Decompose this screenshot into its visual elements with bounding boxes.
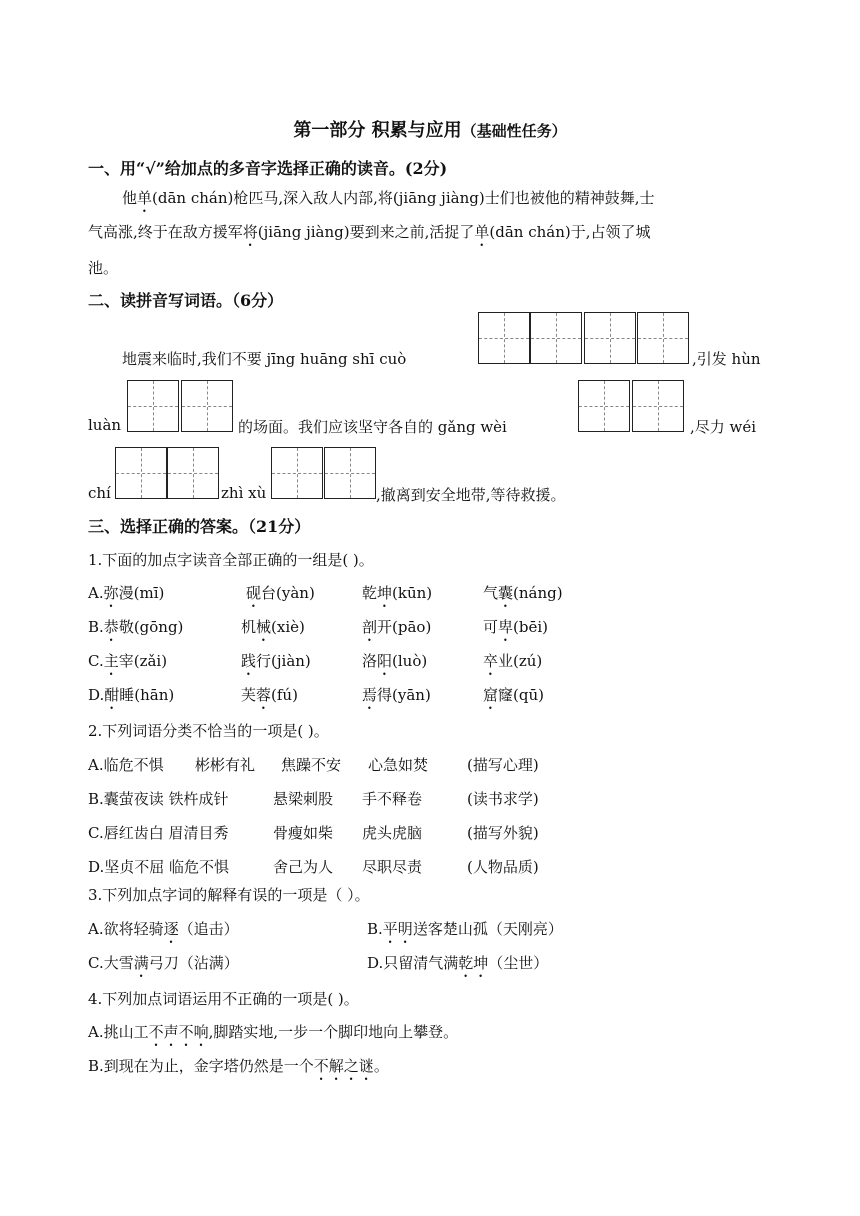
question-4: 4.下列加点词语运用不正确的一项是( )。 [88, 990, 359, 1008]
q1-option-c-3: 洛阳(luò) [362, 652, 428, 670]
q2-option-a-1: A.临危不惧 [88, 756, 164, 774]
question-3: 3.下列加点字词的解释有误的一项是（ ）。 [88, 886, 370, 904]
writing-grid-cell[interactable] [637, 312, 689, 364]
pinyin-text-6: chí [88, 484, 111, 502]
q1-option-d-4: 窟窿(qū) [483, 686, 544, 704]
q1-option-d-3: 焉得(yān) [362, 686, 431, 704]
q3-option-c: C.大雪满弓刀（沾满） [88, 954, 239, 972]
q3-option-b: B.平明送客楚山孤（天刚亮） [367, 920, 563, 938]
section-1-line-2: 气高涨,终于在敌方援军将(jiāng jiàng)要到来之前,活捉了单(dān chán)于,占领了城 [88, 223, 651, 241]
q1-option-c-4: 卒业(zú) [483, 652, 543, 670]
q1-option-a-3: 乾坤(kūn) [362, 584, 433, 602]
q1-option-b-2: 机械(xiè) [241, 618, 305, 636]
writing-grid-cell[interactable] [632, 380, 684, 432]
writing-grid-cell[interactable] [115, 447, 167, 499]
q2-option-c-4: 虎头虎脑 [362, 824, 423, 842]
question-1: 1.下面的加点字读音全部正确的一组是( )。 [88, 551, 374, 569]
dotted-char: 将 [242, 223, 258, 241]
q2-option-b-1: B.囊萤夜读 铁杵成针 [88, 790, 229, 808]
q2-option-d-3: 舍己为人 [273, 858, 334, 876]
q3-option-a: A.欲将轻骑逐（追击） [88, 920, 239, 938]
q3-option-d: D.只留清气满乾坤（尘世） [367, 954, 549, 972]
part-title-main: 第一部分 积累与应用 [293, 120, 462, 141]
q1-option-c-1: C.主宰(zǎi) [88, 652, 168, 670]
q1-option-b-3: 剖开(pāo) [362, 618, 432, 636]
section-1-line-1: 他单(dān chán)枪匹马,深入敌人内部,将(jiāng jiàng)士们也被他的精神鼓舞,士 [122, 189, 655, 207]
q2-option-c-1: C.唇红齿白 眉清目秀 [88, 824, 229, 842]
q1-option-a-2: 砚台(yàn) [246, 584, 315, 602]
q4-option-b: B.到现在为止，金字塔仍然是一个不解之谜。 [88, 1057, 389, 1075]
q2-option-c-3: 骨瘦如柴 [273, 824, 334, 842]
part-title-sub: （基础性任务） [461, 122, 567, 140]
q1-option-c-2: 践行(jiàn) [241, 652, 311, 670]
q4-option-a: A.挑山工不声不响,脚踏实地,一步一个脚印地向上攀登。 [88, 1023, 459, 1041]
writing-grid-cell[interactable] [478, 312, 530, 364]
dotted-char: 单 [474, 223, 490, 241]
pinyin-text-5: ,尽力 wéi [690, 418, 757, 436]
q1-option-b-4: 可卑(bēi) [483, 618, 549, 636]
writing-grid-cell[interactable] [271, 447, 323, 499]
writing-grid-cell[interactable] [324, 447, 376, 499]
q2-option-b-3: 悬梁刺股 [273, 790, 334, 808]
q2-option-d-1: D.坚贞不屈 临危不惧 [88, 858, 230, 876]
q2-option-d-5: (人物品质) [467, 858, 539, 876]
dotted-char: 单 [137, 189, 153, 207]
q1-option-a-1: A.弥漫(mī) [88, 584, 165, 602]
q1-option-b-1: B.恭敬(gōng) [88, 618, 184, 636]
pinyin-text-8: ,撤离到安全地带,等待救援。 [376, 486, 566, 504]
writing-grid-cell[interactable] [167, 447, 219, 499]
q1-option-a-4: 气囊(náng) [483, 584, 563, 602]
writing-grid-cell[interactable] [578, 380, 630, 432]
q2-option-a-3: 焦躁不安 [281, 756, 342, 774]
pinyin-text-1: 地震来临时,我们不要 jīng huāng shī cuò [122, 350, 407, 368]
pinyin-text-4: 的场面。我们应该坚守各自的 gǎng wèi [238, 418, 507, 436]
writing-grid-cell[interactable] [584, 312, 636, 364]
q1-option-d-2: 芙蓉(fú) [241, 686, 298, 704]
part-title [0, 116, 860, 142]
writing-grid-cell[interactable] [181, 380, 233, 432]
pinyin-text-3: luàn [88, 416, 122, 434]
pinyin-text-2: ,引发 hùn [692, 350, 761, 368]
q2-option-a-4: 心急如焚 [368, 756, 429, 774]
question-2: 2.下列词语分类不恰当的一项是( )。 [88, 722, 329, 740]
q1-option-d-1: D.酣睡(hān) [88, 686, 175, 704]
q2-option-b-5: (读书求学) [467, 790, 539, 808]
section-1-heading: 一、用“√”给加点的多音字选择正确的读音。(2分) [88, 159, 448, 178]
section-3-heading: 三、选择正确的答案。（21分） [88, 517, 311, 536]
q2-option-d-4: 尽职尽责 [362, 858, 423, 876]
section-2-heading: 二、读拼音写词语。（6分） [88, 291, 284, 310]
section-1-line-3: 池。 [88, 259, 119, 277]
q2-option-a-2: 彬彬有礼 [195, 756, 256, 774]
q2-option-b-4: 手不释卷 [362, 790, 423, 808]
pinyin-text-7: zhì xù [221, 484, 267, 502]
writing-grid-cell[interactable] [530, 312, 582, 364]
q2-option-c-5: (描写外貌) [467, 824, 539, 842]
q2-option-a-5: (描写心理) [467, 756, 539, 774]
writing-grid-cell[interactable] [127, 380, 179, 432]
